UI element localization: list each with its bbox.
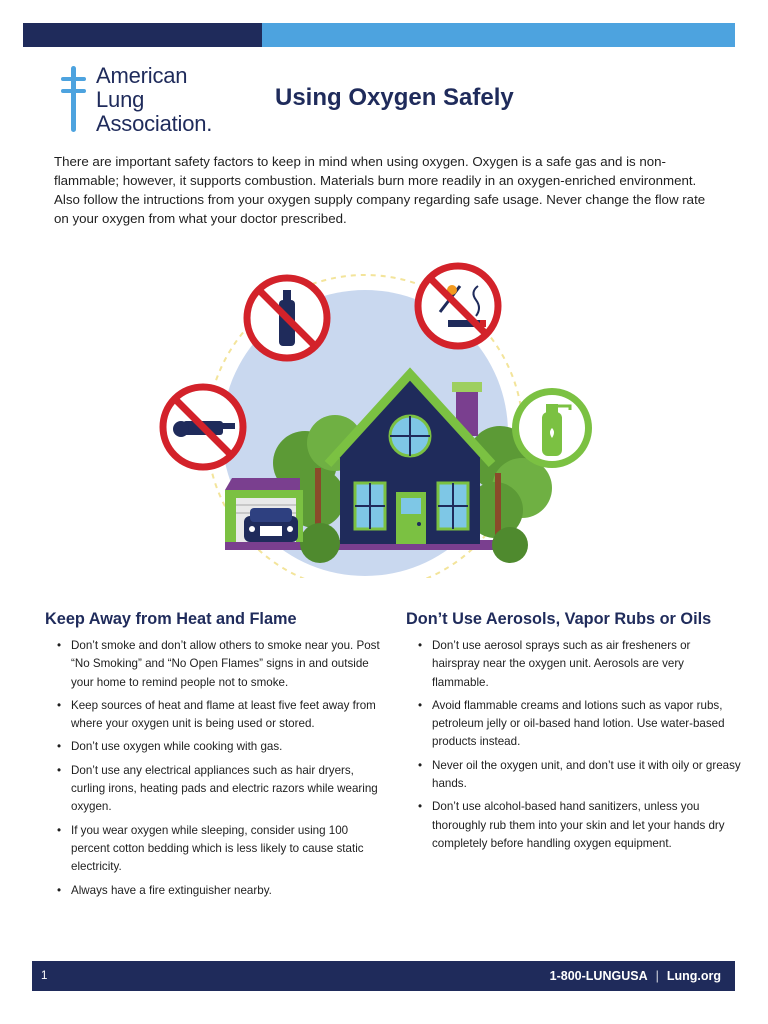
aerosols-heading: Don’t Use Aerosols, Vapor Rubs or Oils xyxy=(406,610,712,628)
footer-separator: | xyxy=(655,969,659,983)
intro-paragraph: There are important safety factors to keep in mind when using oxygen. Oxygen is a safe gas and is non-flammable; however, it supports combustion. Materials burn more readily in an oxygen-enriched environment. Also follow the intructions from your oxygen supply company regarding safe usage. Never change the flow rate on your oxygen from what your doctor prescribed. xyxy=(54,154,706,226)
aerosols-section xyxy=(406,610,741,858)
page-title: Using Oxygen Safely xyxy=(275,84,514,111)
logo-line-2: Lung xyxy=(96,87,145,112)
no-aerosol-sign xyxy=(247,278,327,358)
heat-flame-heading: Keep Away from Heat and Flame xyxy=(45,610,297,628)
list-item: • Don’t use alcohol-based hand sanitizers, unless you thoroughly rub them into your skin and let your hands dry completely before handling oxygen equipment. xyxy=(432,798,741,853)
lung-cross-icon xyxy=(58,64,88,134)
no-smoking-sign xyxy=(418,266,498,346)
american-lung-association-logo xyxy=(58,64,248,136)
top-color-bar xyxy=(23,23,735,47)
car xyxy=(244,508,298,542)
aerosols-list xyxy=(406,637,741,853)
footer-contact xyxy=(550,969,721,983)
page-footer xyxy=(32,961,735,991)
footer-website-link[interactable]: Lung.org xyxy=(666,969,721,983)
logo-line-3: Association. xyxy=(96,111,213,136)
logo-line-1: American xyxy=(96,63,188,88)
list-item: • Don’t use oxygen while cooking with gas. xyxy=(71,738,380,756)
list-item: • Don’t use aerosol sprays such as air fresheners or hairspray near the oxygen unit. Aerosols are very flammable. xyxy=(432,637,741,692)
list-item: • Don’t use any electrical appliances such as hair dryers, curling irons, heating pads and electric razors while wearing oxygen. xyxy=(71,762,380,817)
list-item: • Avoid flammable creams and lotions such as vapor rubs, petroleum jelly or oil-based hand lotion. Use water-based products instead. xyxy=(432,697,741,752)
list-item: • Never oil the oxygen unit, and don’t use it with oily or greasy hands. xyxy=(432,757,741,794)
top-bar-dark-segment xyxy=(23,23,262,47)
list-item: • Always have a fire extinguisher nearby. xyxy=(71,882,380,900)
logo-wordmark xyxy=(96,64,212,136)
list-item: • If you wear oxygen while sleeping, consider using 100 percent cotton bedding which is less likely to cause static electricity. xyxy=(71,822,380,877)
home-oxygen-safety-illustration xyxy=(150,258,610,578)
heat-flame-list xyxy=(45,637,380,900)
top-bar-light-segment xyxy=(262,23,735,47)
list-item: • Don’t smoke and don’t allow others to smoke near you. Post “No Smoking” and “No Open Flames” signs in and outside your home to remind people not to smoke. xyxy=(71,637,380,692)
fire-extinguisher-sign xyxy=(512,388,592,468)
page-number: 1 xyxy=(41,970,48,982)
footer-phone[interactable]: 1-800-LUNGUSA xyxy=(549,969,648,983)
no-heat-appliance-sign xyxy=(163,387,243,467)
heat-flame-section xyxy=(45,610,380,905)
list-item: • Keep sources of heat and flame at least five feet away from where your oxygen unit is being used or stored. xyxy=(71,697,380,734)
